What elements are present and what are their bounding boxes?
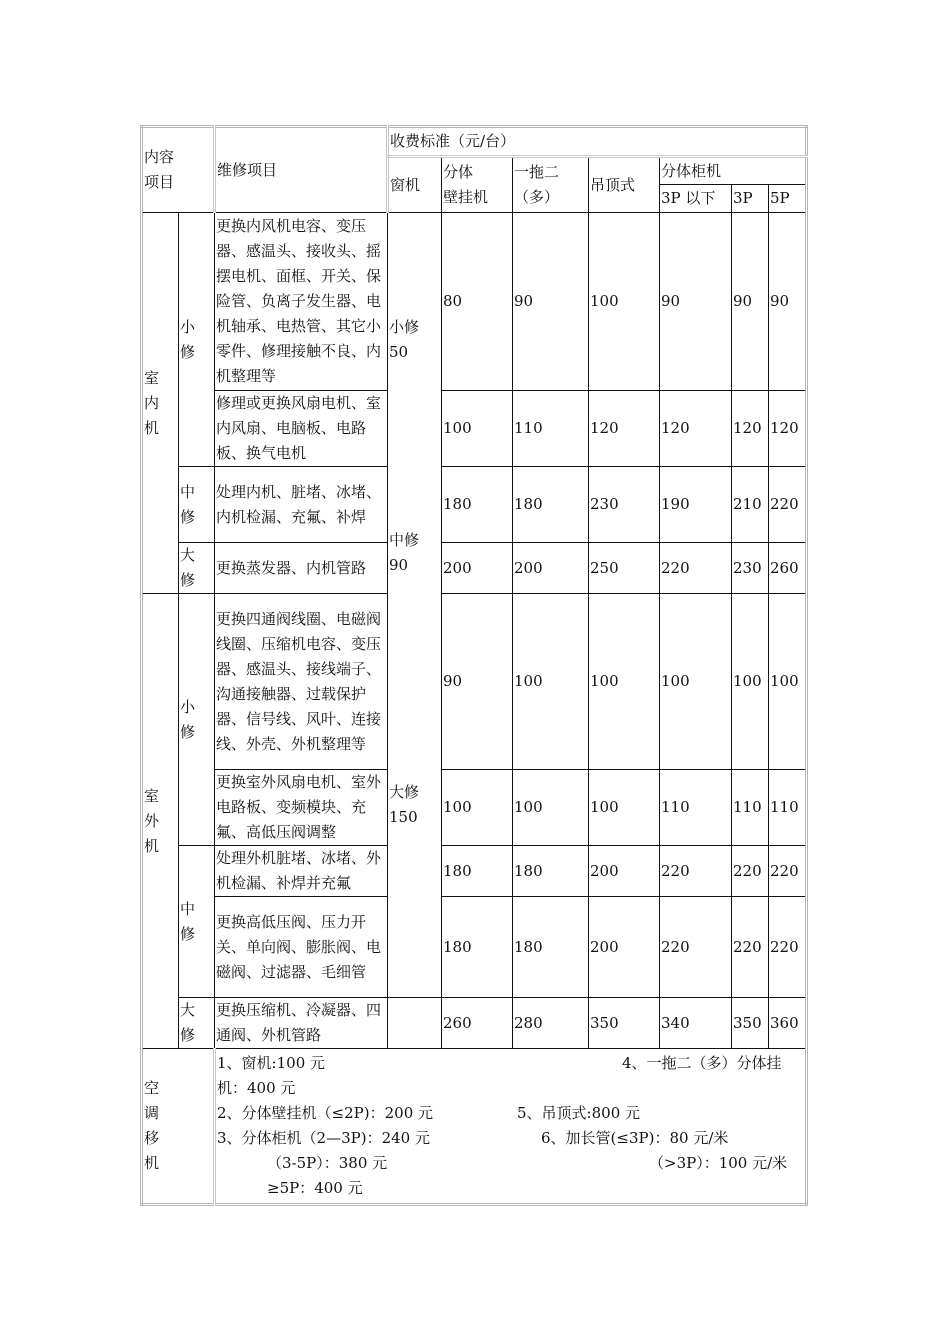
header-split-wall-line2: 壁挂机 bbox=[443, 188, 489, 206]
fee-split-1: 80 bbox=[442, 213, 513, 391]
repair-item-8: 更换高低压阀、压力开关、单向阀、膨胀阀、电磁阀、过滤器、毛细管 bbox=[215, 897, 388, 998]
fee-cab-3-7: 220 bbox=[732, 846, 769, 897]
fee-cab-3-3: 210 bbox=[732, 467, 769, 543]
fee-cab-5-8: 220 bbox=[769, 897, 807, 998]
header-multi bbox=[513, 157, 589, 213]
level-indoor-medium-label: 中 修 bbox=[180, 482, 196, 526]
fee-ceiling-4: 250 bbox=[589, 543, 660, 594]
fee-table-container bbox=[140, 125, 808, 1206]
move-note-3c: ≥5P：400 元 bbox=[267, 1179, 363, 1197]
move-note-line-2 bbox=[217, 1076, 805, 1101]
header-cab-3p: 3P bbox=[732, 185, 769, 213]
fee-cab-5-4: 260 bbox=[769, 543, 807, 594]
fee-multi-8: 180 bbox=[513, 897, 589, 998]
fee-multi-4: 200 bbox=[513, 543, 589, 594]
fee-cab-5-2: 120 bbox=[769, 391, 807, 467]
fee-ceiling-3: 230 bbox=[589, 467, 660, 543]
repair-fee-table bbox=[140, 125, 808, 1206]
fee-cab-u3-3: 190 bbox=[660, 467, 732, 543]
header-multi-line1: 一拖二 bbox=[514, 163, 560, 181]
fee-cab-u3-1: 90 bbox=[660, 213, 732, 391]
fee-cab-u3-7: 220 bbox=[660, 846, 732, 897]
move-note-3: 3、分体柜机（2—3P)：240 元 bbox=[217, 1129, 430, 1147]
fee-ceiling-7: 200 bbox=[589, 846, 660, 897]
fee-multi-2: 110 bbox=[513, 391, 589, 467]
section-move-label: 空 调 移 机 bbox=[144, 1079, 160, 1172]
window-fee-medium-label: 中修90 bbox=[389, 531, 420, 574]
fee-split-9: 260 bbox=[442, 998, 513, 1049]
level-indoor-medium bbox=[179, 467, 215, 543]
repair-item-1: 更换内风机电容、变压器、感温头、接收头、摇摆电机、面框、开关、保险管、负离子发生器、电机轴承、电热管、其它小零件、修理接触不良、内机整理等 bbox=[215, 213, 388, 391]
move-note-line-3 bbox=[217, 1101, 805, 1126]
level-indoor-large-label: 大 修 bbox=[180, 546, 196, 589]
move-note-2: 2、分体壁挂机（≤2P)：200 元 bbox=[217, 1104, 434, 1122]
fee-cab-3-8: 220 bbox=[732, 897, 769, 998]
level-indoor-small-label: 小 修 bbox=[180, 317, 196, 361]
window-fee-medium bbox=[388, 467, 442, 594]
fee-ceiling-6: 100 bbox=[589, 770, 660, 846]
move-notes bbox=[215, 1049, 807, 1205]
fee-multi-7: 180 bbox=[513, 846, 589, 897]
fee-cab-5-1: 90 bbox=[769, 213, 807, 391]
section-outdoor bbox=[142, 594, 179, 1049]
fee-ceiling-8: 200 bbox=[589, 897, 660, 998]
header-cab-5p: 5P bbox=[769, 185, 807, 213]
fee-split-6: 100 bbox=[442, 770, 513, 846]
level-indoor-small bbox=[179, 213, 215, 467]
fee-cab-5-9: 360 bbox=[769, 998, 807, 1049]
repair-item-5: 更换四通阀线圈、电磁阀线圈、压缩机电容、变压器、感温头、接线端子、沟通接触器、过载保护器、信号线、风叶、连接线、外壳、外机整理等 bbox=[215, 594, 388, 770]
fee-cab-u3-5: 100 bbox=[660, 594, 732, 770]
fee-split-8: 180 bbox=[442, 897, 513, 998]
move-note-line-4 bbox=[217, 1126, 805, 1151]
fee-cab-3-5: 100 bbox=[732, 594, 769, 770]
level-outdoor-medium bbox=[179, 846, 215, 998]
window-fee-large-label: 大修150 bbox=[389, 783, 420, 827]
fee-cab-u3-2: 120 bbox=[660, 391, 732, 467]
fee-multi-3: 180 bbox=[513, 467, 589, 543]
header-split-wall bbox=[442, 157, 513, 213]
fee-cab-3-6: 110 bbox=[732, 770, 769, 846]
repair-item-4: 更换蒸发器、内机管路 bbox=[215, 543, 388, 594]
fee-split-7: 180 bbox=[442, 846, 513, 897]
fee-ceiling-2: 120 bbox=[589, 391, 660, 467]
fee-ceiling-1: 100 bbox=[589, 213, 660, 391]
fee-cab-u3-4: 220 bbox=[660, 543, 732, 594]
section-indoor bbox=[142, 213, 179, 594]
header-window: 窗机 bbox=[388, 157, 442, 213]
window-fee-small bbox=[388, 213, 442, 467]
move-note-1: 1、窗机:100 元 bbox=[217, 1054, 326, 1072]
fee-multi-1: 90 bbox=[513, 213, 589, 391]
move-note-line-1 bbox=[217, 1051, 805, 1076]
fee-cab-3-1: 90 bbox=[732, 213, 769, 391]
move-note-line-6 bbox=[217, 1176, 805, 1201]
window-fee-large bbox=[388, 594, 442, 998]
move-note-4b: 机：400 元 bbox=[217, 1079, 296, 1097]
level-outdoor-small bbox=[179, 594, 215, 846]
fee-cab-5-5: 100 bbox=[769, 594, 807, 770]
fee-split-2: 100 bbox=[442, 391, 513, 467]
fee-ceiling-9: 350 bbox=[589, 998, 660, 1049]
repair-item-2: 修理或更换风扇电机、室内风扇、电脑板、电路板、换气电机 bbox=[215, 391, 388, 467]
header-split-wall-line1: 分体 bbox=[443, 163, 474, 181]
repair-item-9: 更换压缩机、冷凝器、四通阀、外机管路 bbox=[215, 998, 388, 1049]
fee-cab-3-9: 350 bbox=[732, 998, 769, 1049]
fee-multi-9: 280 bbox=[513, 998, 589, 1049]
repair-item-7: 处理外机脏堵、冰堵、外机检漏、补焊并充氟 bbox=[215, 846, 388, 897]
level-outdoor-medium-label: 中 修 bbox=[180, 899, 196, 943]
fee-split-4: 200 bbox=[442, 543, 513, 594]
section-indoor-label: 室 内 机 bbox=[144, 368, 160, 437]
header-fee-standard: 收费标准（元/台） bbox=[388, 127, 807, 157]
level-outdoor-large bbox=[179, 998, 215, 1049]
fee-split-5: 90 bbox=[442, 594, 513, 770]
fee-cab-5-3: 220 bbox=[769, 467, 807, 543]
section-outdoor-label: 室 外 机 bbox=[144, 786, 160, 855]
level-outdoor-large-label: 大 修 bbox=[180, 1001, 196, 1044]
fee-split-3: 180 bbox=[442, 467, 513, 543]
move-note-4a: 4、一拖二（多）分体挂 bbox=[622, 1054, 782, 1072]
window-fee-empty bbox=[388, 998, 442, 1049]
header-cab-under3p: 3P 以下 bbox=[660, 185, 732, 213]
fee-ceiling-5: 100 bbox=[589, 594, 660, 770]
fee-cab-u3-9: 340 bbox=[660, 998, 732, 1049]
move-note-6: 6、加长管(≤3P)：80 元/米 bbox=[541, 1129, 729, 1147]
window-fee-small-label: 小修50 bbox=[389, 317, 420, 361]
section-move bbox=[142, 1049, 215, 1205]
header-cabinet: 分体柜机 bbox=[660, 157, 807, 185]
level-indoor-large bbox=[179, 543, 215, 594]
fee-cab-u3-6: 110 bbox=[660, 770, 732, 846]
repair-item-3: 处理内机、脏堵、冰堵、内机检漏、充氟、补焊 bbox=[215, 467, 388, 543]
fee-cab-5-7: 220 bbox=[769, 846, 807, 897]
header-multi-line2: （多） bbox=[514, 188, 560, 206]
move-note-line-5 bbox=[217, 1151, 805, 1176]
header-repair-item: 维修项目 bbox=[215, 127, 388, 213]
header-content-line2: 项目 bbox=[144, 173, 175, 191]
header-content-project bbox=[142, 127, 215, 213]
fee-cab-3-2: 120 bbox=[732, 391, 769, 467]
fee-multi-6: 100 bbox=[513, 770, 589, 846]
move-note-6b: （>3P）：100 元/米 bbox=[649, 1154, 788, 1172]
header-ceiling: 吊顶式 bbox=[589, 157, 660, 213]
fee-multi-5: 100 bbox=[513, 594, 589, 770]
fee-cab-u3-8: 220 bbox=[660, 897, 732, 998]
level-outdoor-small-label: 小 修 bbox=[180, 697, 196, 741]
header-content-line1: 内容 bbox=[144, 148, 175, 166]
move-note-5: 5、吊顶式:800 元 bbox=[517, 1104, 641, 1122]
repair-item-6: 更换室外风扇电机、室外电路板、变频模块、充氟、高低压阀调整 bbox=[215, 770, 388, 846]
fee-cab-3-4: 230 bbox=[732, 543, 769, 594]
fee-cab-5-6: 110 bbox=[769, 770, 807, 846]
move-note-3b: （3-5P）：380 元 bbox=[267, 1154, 388, 1172]
